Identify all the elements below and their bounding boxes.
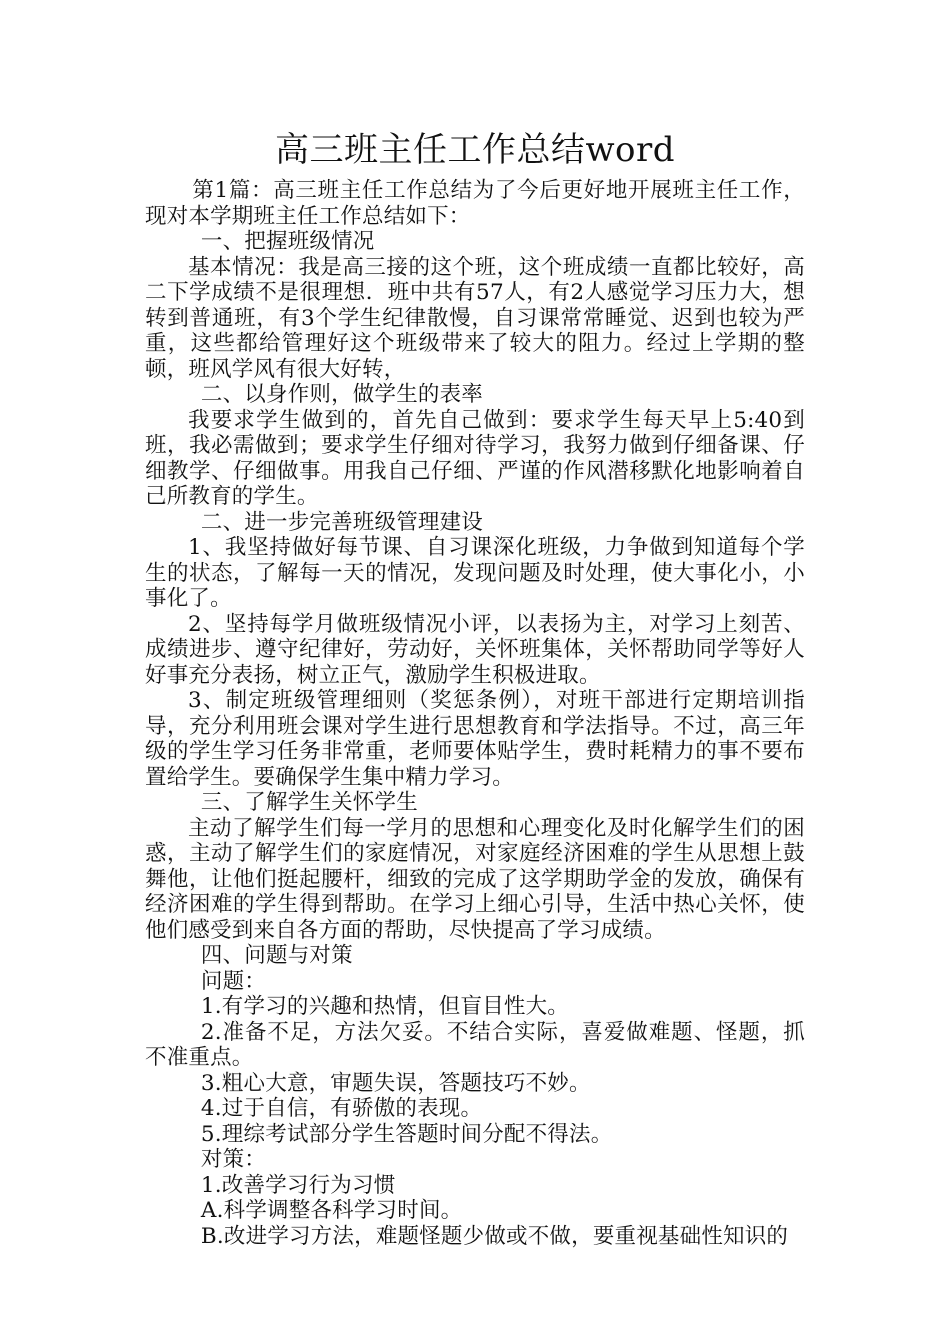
body-paragraph: 主动了解学生们每一学月的思想和心理变化及时化解学生们的困惑，主动了解学生们的家庭情况，对家庭经济困难的学生从思想上鼓舞他，让他们挺起腰杆，细致的完成了这学期助学金的发放，确保有经济困难的学生得到帮助。在学习上细心引导，生活中热心关怀，使他们感受到来自各方面的帮助，尽快提高了学习成绩。 xyxy=(145,815,805,943)
list-item: A.科学调整各科学习时间。 xyxy=(200,1198,463,1223)
list-item: 5.理综考试部分学生答题时间分配不得法。 xyxy=(200,1121,613,1147)
section-heading-3: 二、进一步完善班级管理建设 xyxy=(200,509,483,535)
section-heading-2: 二、以身作则，做学生的表率 xyxy=(200,382,483,407)
body-paragraph: 1、我坚持做好每节课、自习课深化班级，力争做到知道每个学生的状态，了解每一天的情况，发现问题及时处理，使大事化小，小事化了。 xyxy=(145,535,805,611)
document-title: 高三班主任工作总结word xyxy=(274,130,676,170)
body-paragraph: 2、坚持每学月做班级情况小评，以表扬为主，对学习上刻苦、成绩进步、遵守纪律好，劳动好，关怀班集体，关怀帮助同学等好人好事充分表扬，树立正气，激励学生积极进取。 xyxy=(145,611,805,688)
list-item: 2.准备不足，方法欠妥。不结合实际，喜爱做难题、怪题，抓不准重点。 xyxy=(145,1019,805,1070)
section-heading-1: 一、把握班级情况 xyxy=(200,229,375,254)
body-paragraph: 3、制定班级管理细则（奖惩条例），对班干部进行定期培训指导，充分利用班会课对学生进行思想教育和学法指导。不过，高三年级的学生学习任务非常重，老师要体贴学生，费时耗精力的事不要布置给学生。要确保学生集中精力学习。 xyxy=(145,688,805,790)
section-heading-4: 三、了解学生关怀学生 xyxy=(200,790,418,815)
body-paragraph: 基本情况：我是高三接的这个班，这个班成绩一直都比较好，高二下学成绩不是很理想．班中共有57人，有2人感觉学习压力大，想转到普通班，有3个学生纪律散慢，自习课常常睡觉、迟到也较为严重，这些都给管理好这个班级带来了较大的阻力。经过上学期的整顿，班风学风有很大好转， xyxy=(145,254,805,382)
list-label: 对策： xyxy=(200,1147,266,1172)
intro-paragraph: 第1篇：高三班主任工作总结为了今后更好地开展班主任工作，现对本学期班主任工作总结如下： xyxy=(145,178,805,229)
body-paragraph: 我要求学生做到的，首先自己做到：要求学生每天早上5:40到班，我必需做到；要求学生仔细对待学习，我努力做到仔细备课、仔细教学、仔细做事。用我自己仔细、严谨的作风潜移默化地影响着自己所教育的学生。 xyxy=(145,407,805,509)
list-item: 1.有学习的兴趣和热情，但盲目性大。 xyxy=(200,994,570,1019)
section-heading-5: 四、问题与对策 xyxy=(200,943,353,968)
list-item: 4.过于自信，有骄傲的表现。 xyxy=(200,1096,483,1121)
list-item: 1.改善学习行为习惯 xyxy=(200,1172,396,1198)
list-item: B.改进学习方法，难题怪题少做或不做，要重视基础性知识的 xyxy=(200,1223,789,1249)
list-label: 问题： xyxy=(200,968,266,994)
list-item: 3.粗心大意，审题失误，答题技巧不妙。 xyxy=(200,1070,591,1096)
